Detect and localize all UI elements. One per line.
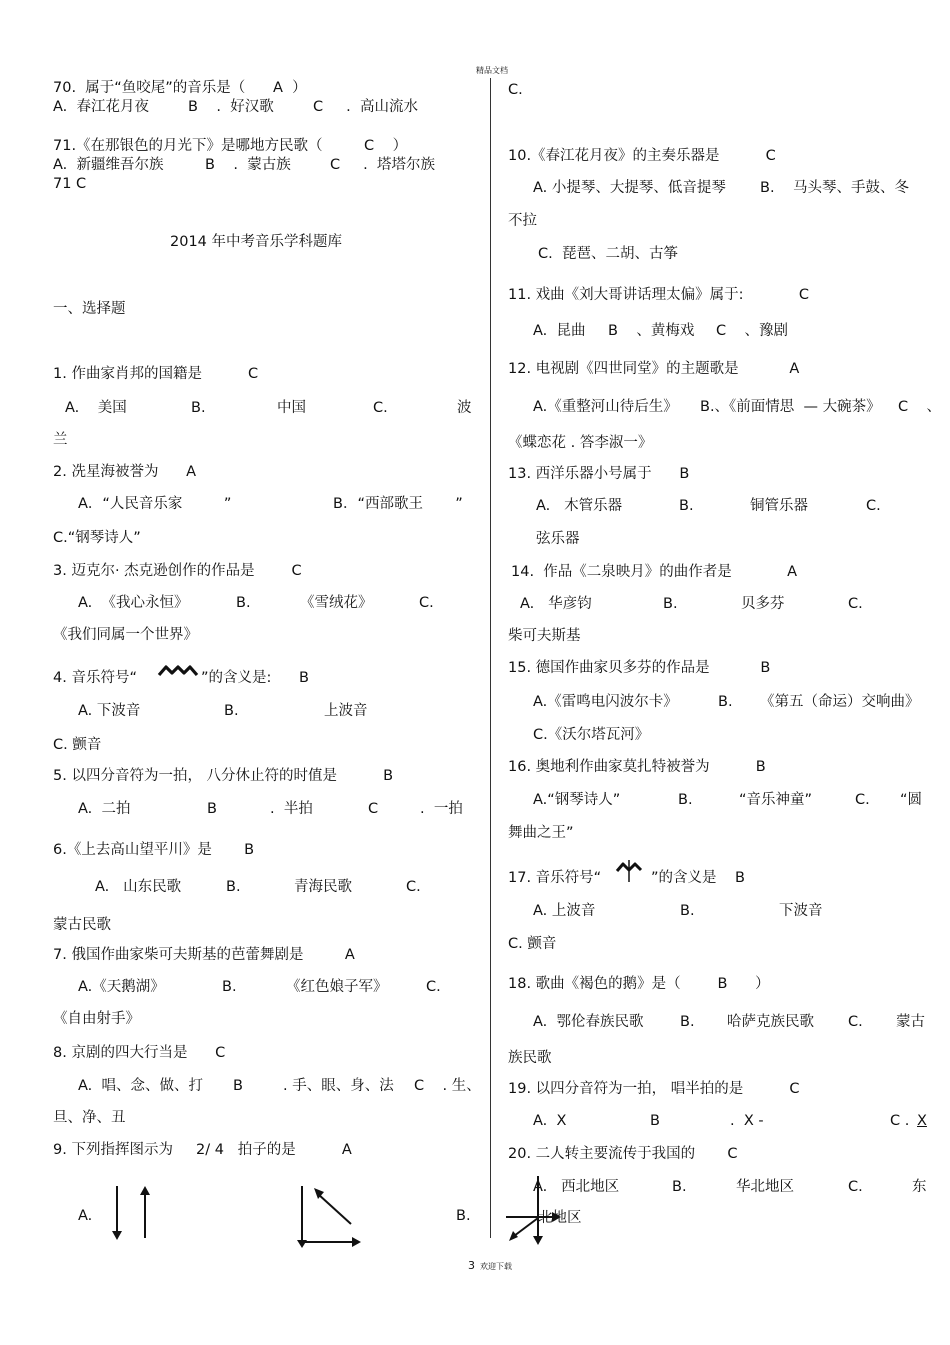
q10-option-b-cont: 不拉 xyxy=(508,213,537,229)
download-label: 欢迎下载 xyxy=(480,1262,512,1271)
q9-text: 9. 下列指挥图示为 2/ 4 拍子的是 A xyxy=(53,1142,352,1158)
q18-option-c-letter: C. xyxy=(848,1014,863,1030)
q20-text: 20. 二人转主要流传于我国的 C xyxy=(508,1146,738,1162)
q3-option-a: A. 《我心永恒》 xyxy=(78,595,189,611)
q8-option-c-cont: 旦、净、丑 xyxy=(53,1110,126,1126)
q7-option-b-letter: B. xyxy=(222,979,237,995)
q4-text-post: ”的含义是: B xyxy=(201,670,309,686)
q17-option-b: 下波音 xyxy=(779,903,823,919)
q11-option-c: C 、豫剧 xyxy=(716,323,789,339)
q5-option-b-letter: B xyxy=(207,801,217,817)
q20-option-c-letter: C. xyxy=(848,1179,863,1195)
q13-option-b-letter: B. xyxy=(679,498,694,514)
q12-option-b: B.、《前面情思 — 大碗茶》 xyxy=(700,399,881,415)
q15-option-a: A.《雷鸣电闪波尔卡》 xyxy=(533,694,678,710)
q4-option-a: A. 下波音 xyxy=(78,703,141,719)
q7-option-a: A.《天鹅湖》 xyxy=(78,979,165,995)
q14-option-b-letter: B. xyxy=(663,596,678,612)
q5-option-c-letter: C xyxy=(368,801,379,817)
q70-option-c: C . 高山流水 xyxy=(313,99,418,115)
q14-option-c-letter: C. xyxy=(848,596,863,612)
q6-option-b: 青海民歌 xyxy=(294,879,352,895)
upper-mordent-icon xyxy=(158,664,198,678)
q18-option-a: A. 鄂伦春族民歌 xyxy=(533,1014,644,1030)
q16-option-a: A.“钢琴诗人” xyxy=(533,792,621,808)
q71-option-c: C . 塔塔尔族 xyxy=(330,157,435,173)
q1-option-c-cont: 兰 xyxy=(53,432,68,448)
q19-option-c-letter: C . xyxy=(890,1113,910,1129)
q3-text: 3. 迈克尔· 杰克逊创作的作品是 C xyxy=(53,563,302,579)
q5-option-b: . 半拍 xyxy=(270,801,313,817)
q20-option-b: 华北地区 xyxy=(736,1179,794,1195)
q1-option-c: 波 xyxy=(457,400,472,416)
q70-option-a: A. 春江花月夜 xyxy=(53,99,149,115)
document-title: 2014 年中考音乐学科题库 xyxy=(170,234,343,250)
q20-option-c-cont: 北地区 xyxy=(538,1210,582,1226)
q16-option-b: “音乐神童” xyxy=(739,792,813,808)
q8-option-a: A. 唱、念、做、打 xyxy=(78,1078,203,1094)
q5-option-a: A. 二拍 xyxy=(78,801,131,817)
q13-option-b: 铜管乐器 xyxy=(750,498,808,514)
q16-option-c: “圆 xyxy=(900,792,923,808)
q13-text: 13. 西洋乐器小号属于 B xyxy=(508,466,690,482)
q12-option-c: 《蝶恋花 . 答李淑一》 xyxy=(508,435,653,451)
q18-text: 18. 歌曲《褐色的鹅》是（ B ） xyxy=(508,976,770,992)
q19-option-b-letter: B xyxy=(650,1113,660,1129)
q71-answer: 71 C xyxy=(53,176,87,192)
beat-pattern-b-icon xyxy=(296,1184,364,1250)
q2-option-b: B．“西部歌王 ” xyxy=(333,496,463,512)
q1-option-b-letter: B. xyxy=(191,400,206,416)
q7-text: 7. 俄国作曲家柴可夫斯基的芭蕾舞剧是 A xyxy=(53,947,355,963)
q16-option-c-letter: C. xyxy=(855,792,870,808)
q1-option-b: 中国 xyxy=(277,400,306,416)
q12-option-c-letter: C 、 xyxy=(898,399,942,415)
q17-option-b-letter: B. xyxy=(680,903,695,919)
q3-option-c-letter: C. xyxy=(419,595,434,611)
q70-option-b: B . 好汉歌 xyxy=(188,99,274,115)
q4-option-b: 上波音 xyxy=(324,703,368,719)
q7-option-c: 《自由射手》 xyxy=(53,1011,140,1027)
q13-option-c-letter: C. xyxy=(866,498,881,514)
q19-option-c: X xyxy=(917,1113,927,1129)
q14-option-c: 柴可夫斯基 xyxy=(508,628,581,644)
q10-option-a: A. 小提琴、大提琴、低音提琴 xyxy=(533,180,726,196)
q14-option-a: A. 华彦钧 xyxy=(520,596,592,612)
q16-option-b-letter: B. xyxy=(678,792,693,808)
q15-option-b: 《第五（命运）交响曲》 xyxy=(760,694,920,710)
lower-mordent-icon xyxy=(616,860,646,884)
q19-option-b: . X - xyxy=(730,1113,764,1129)
q20-option-a: A. 西北地区 xyxy=(533,1179,620,1195)
q19-option-a: A. X xyxy=(533,1113,567,1129)
q17-option-c: C. 颤音 xyxy=(508,936,557,952)
q17-text-pre: 17. 音乐符号“ xyxy=(508,870,602,886)
q1-option-a: A. 美国 xyxy=(65,400,127,416)
q6-option-c-letter: C. xyxy=(406,879,421,895)
q2-option-c: C.“钢琴诗人” xyxy=(53,530,141,546)
q6-option-c: 蒙古民歌 xyxy=(53,917,111,933)
q10-option-c: C. 琵琶、二胡、古筝 xyxy=(538,246,678,262)
q15-option-b-letter: B. xyxy=(718,694,733,710)
q20-option-c: 东 xyxy=(912,1179,927,1195)
q12-text: 12. 电视剧《四世同堂》的主题歌是 A xyxy=(508,361,800,377)
q15-option-c: C.《沃尔塔瓦河》 xyxy=(533,727,650,743)
q12-option-a: A.《重整河山待后生》 xyxy=(533,399,678,415)
q14-option-b: 贝多芬 xyxy=(741,596,785,612)
q18-option-c: 蒙古 xyxy=(896,1014,925,1030)
q8-option-b: . 手、眼、身、法 xyxy=(283,1078,394,1094)
q71-option-a: A. 新疆维吾尔族 xyxy=(53,157,164,173)
q9-option-a: A. xyxy=(78,1208,93,1224)
q18-option-b-letter: B. xyxy=(680,1014,695,1030)
q71-text: 71.《在那银色的月光下》是哪地方民歌（ C ） xyxy=(53,138,408,154)
q2-option-a: A．“人民音乐家 ” xyxy=(78,496,232,512)
q71-option-b: B . 蒙古族 xyxy=(205,157,291,173)
q20-option-b-letter: B. xyxy=(672,1179,687,1195)
q10-text: 10.《春江花月夜》的主奏乐器是 C xyxy=(508,148,776,164)
q2-text: 2. 冼星海被誉为 A xyxy=(53,464,197,480)
q9-option-c: C. xyxy=(508,82,523,98)
q15-text: 15. 德国作曲家贝多芬的作品是 B xyxy=(508,660,771,676)
q8-option-c: C . 生、 xyxy=(414,1078,481,1094)
q3-option-b: 《雪绒花》 xyxy=(300,595,373,611)
q4-option-b-letter: B. xyxy=(224,703,239,719)
q7-option-b: 《红色娘子军》 xyxy=(286,979,388,995)
q70-text: 70. 属于“鱼咬尾”的音乐是（ A ） xyxy=(53,80,307,96)
q5-option-c: . 一拍 xyxy=(420,801,463,817)
q8-option-b-letter: B xyxy=(233,1078,243,1094)
q16-option-c-cont: 舞曲之王” xyxy=(508,825,574,841)
page-number: 3 xyxy=(468,1259,475,1272)
q4-text-pre: 4. 音乐符号“ xyxy=(53,670,137,686)
q11-option-a: A. 昆曲 xyxy=(533,323,586,339)
q13-option-a: A. 木管乐器 xyxy=(536,498,623,514)
q17-text-post: ”的含义是 B xyxy=(651,870,745,886)
q18-option-c-cont: 族民歌 xyxy=(508,1050,552,1066)
q11-option-b: B 、黄梅戏 xyxy=(608,323,695,339)
q16-text: 16. 奥地利作曲家莫扎特被誉为 B xyxy=(508,759,766,775)
q14-text: 14. 作品《二泉映月》的曲作者是 A xyxy=(511,564,798,580)
q6-option-b-letter: B. xyxy=(226,879,241,895)
q13-option-c: 弦乐器 xyxy=(536,531,580,547)
q1-option-c-letter: C. xyxy=(373,400,388,416)
q18-option-b: 哈萨克族民歌 xyxy=(727,1014,814,1030)
q8-text: 8. 京剧的四大行当是 C xyxy=(53,1045,226,1061)
q6-option-a: A. 山东民歌 xyxy=(95,879,182,895)
q3-option-c: 《我们同属一个世界》 xyxy=(53,627,198,643)
q10-option-b: B. 马头琴、手鼓、冬 xyxy=(760,180,909,196)
q3-option-b-letter: B. xyxy=(236,595,251,611)
q1-text: 1. 作曲家肖邦的国籍是 C xyxy=(53,366,259,382)
q9-option-b: B. xyxy=(456,1208,471,1224)
beat-pattern-a-icon xyxy=(108,1184,154,1242)
column-divider xyxy=(490,78,491,1238)
q19-text: 19. 以四分音符为一拍， 唱半拍的是 C xyxy=(508,1081,800,1097)
watermark: 精品文档 xyxy=(476,66,508,75)
q17-option-a: A. 上波音 xyxy=(533,903,596,919)
q7-option-c-letter: C. xyxy=(426,979,441,995)
q11-text: 11. 戏曲《刘大哥讲话理太偏》属于: C xyxy=(508,287,809,303)
q6-text: 6.《上去高山望平川》是 B xyxy=(53,842,255,858)
section-heading: 一、选择题 xyxy=(53,301,126,317)
q4-option-c: C. 颤音 xyxy=(53,737,102,753)
q5-text: 5. 以四分音符为一拍， 八分休止符的时值是 B xyxy=(53,768,394,784)
